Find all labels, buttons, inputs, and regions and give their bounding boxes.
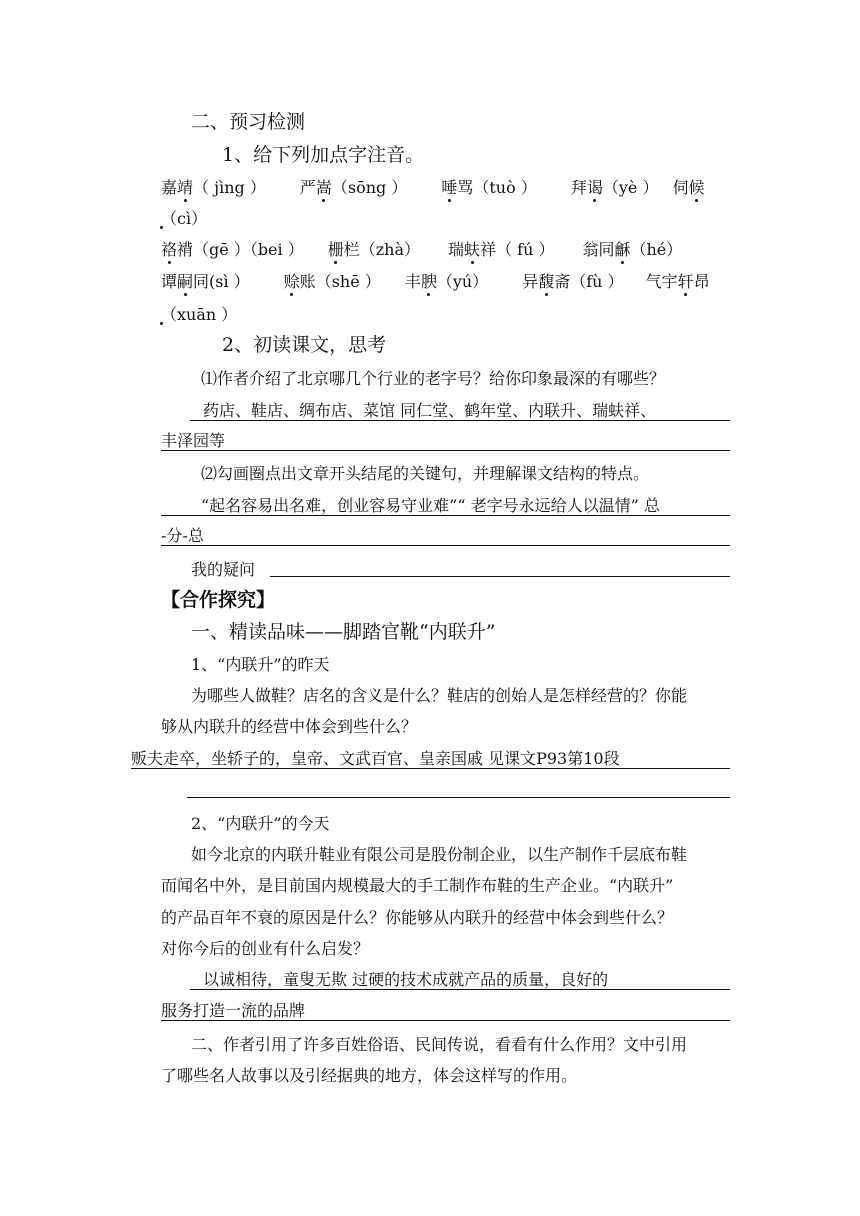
pinyin-item: 翁同龢（hé） <box>582 240 683 259</box>
doubt-label: 我的疑问 <box>191 560 256 579</box>
question-2: 2、初读课文，思考 <box>222 334 387 356</box>
sub-2-answer-line-2: 服务打造一流的品牌 <box>161 1001 306 1020</box>
sub-2-paragraph-line-1: 如今北京的内联升鞋业有限公司是股份制企业，以生产制作千层底布鞋 <box>191 845 688 864</box>
pinyin-item: 瑞蚨祥（ fú ） <box>448 240 555 259</box>
pinyin-item: 栅栏（zhà） <box>327 240 421 259</box>
answer-underline <box>131 768 730 769</box>
pinyin-item: 袼褙（gē ）（bei ） <box>161 240 304 259</box>
pinyin-row-2 <box>161 209 207 228</box>
answer-underline <box>187 797 730 798</box>
answer-underline <box>161 515 730 516</box>
cooperate-heading: 【合作探究】 <box>161 589 276 611</box>
section-1-title: 一、精读品味——脚踏官靴“内联升” <box>191 621 496 643</box>
question-2-2: ⑵勾画圈点出文章开头结尾的关键句，并理解课文结构的特点。 <box>201 464 650 483</box>
doubt-input-line[interactable] <box>270 576 730 577</box>
pinyin-item: 异馥斋（fù ） <box>522 272 624 291</box>
pinyin-item: 严嵩（sōng ） <box>299 178 408 197</box>
pinyin-item: （xuān ） <box>161 305 238 324</box>
sub-2-title: 2、“内联升”的今天 <box>191 814 330 833</box>
answer-underline <box>190 420 730 421</box>
answer-2-2-line-2: -分-总 <box>161 526 204 545</box>
answer-2-1-line-2: 丰泽园等 <box>161 431 226 450</box>
pinyin-item: 嘉靖（ jìng ） <box>161 178 266 197</box>
answer-underline <box>161 1020 730 1021</box>
answer-underline <box>161 450 730 451</box>
section-2-line-2: 了哪些名人故事以及引经据典的地方，体会这样写的作用。 <box>161 1066 578 1085</box>
pinyin-item: 唾骂（tuò ） <box>441 178 537 197</box>
section-2-line-1: 二、作者引用了许多百姓俗语、民间传说，看看有什么作用？文中引用 <box>191 1035 688 1054</box>
answer-2-2-line-1: “起名容易出名难，创业容易守业难”“ 老字号永远给人以温情” 总 <box>201 496 660 515</box>
sub-1-answer: 贩夫走卒，坐轿子的，皇帝、文武百官、皇亲国戚 见课文P93第10段 <box>131 749 620 768</box>
sub-1-question-line-2: 够从内联升的经营中体会到些什么？ <box>161 717 418 736</box>
answer-2-1-line-1: 药店、鞋店、绸布店、菜馆 同仁堂、鹤年堂、内联升、瑞蚨祥、 <box>203 401 657 420</box>
sub-2-paragraph-line-3: 的产品百年不衰的原因是什么？你能够从内联升的经营中体会到些什么？ <box>161 908 674 927</box>
question-2-1: ⑴作者介绍了北京哪几个行业的老字号？给你印象最深的有哪些？ <box>201 369 666 388</box>
sub-2-answer-line-1: 以诚相待，童叟无欺 过硬的技术成就产品的质量，良好的 <box>203 970 609 989</box>
question-1: 1、给下列加点字注音。 <box>222 144 425 166</box>
pinyin-item: 气宇轩昂 <box>645 272 710 291</box>
pinyin-item: 拜谒（yè ） <box>570 178 659 197</box>
pinyin-row-3 <box>161 240 682 259</box>
sub-1-title: 1、“内联升”的昨天 <box>191 655 330 674</box>
preview-heading: 二、预习检测 <box>191 111 306 133</box>
pinyin-item: 丰腴（yú） <box>404 272 489 291</box>
pinyin-item: （cì） <box>161 209 208 228</box>
sub-1-question-line-1: 为哪些人做鞋？店名的含义是什么？鞋店的创始人是怎样经营的？你能 <box>191 686 688 705</box>
pinyin-row-1 <box>161 178 705 197</box>
pinyin-row-4 <box>161 272 710 291</box>
answer-underline <box>161 545 730 546</box>
sub-2-paragraph-line-2: 而闻名中外，是目前国内规模最大的手工制作布鞋的生产企业。“内联升” <box>161 876 674 895</box>
pinyin-row-5 <box>161 305 237 324</box>
sub-2-paragraph-line-4: 对你今后的创业有什么启发？ <box>161 939 370 958</box>
pinyin-item: 伺候 <box>672 178 705 197</box>
pinyin-item: 谭嗣同(sì ） <box>161 272 250 291</box>
pinyin-item: 赊账（shē ） <box>283 272 381 291</box>
answer-underline <box>190 989 730 990</box>
